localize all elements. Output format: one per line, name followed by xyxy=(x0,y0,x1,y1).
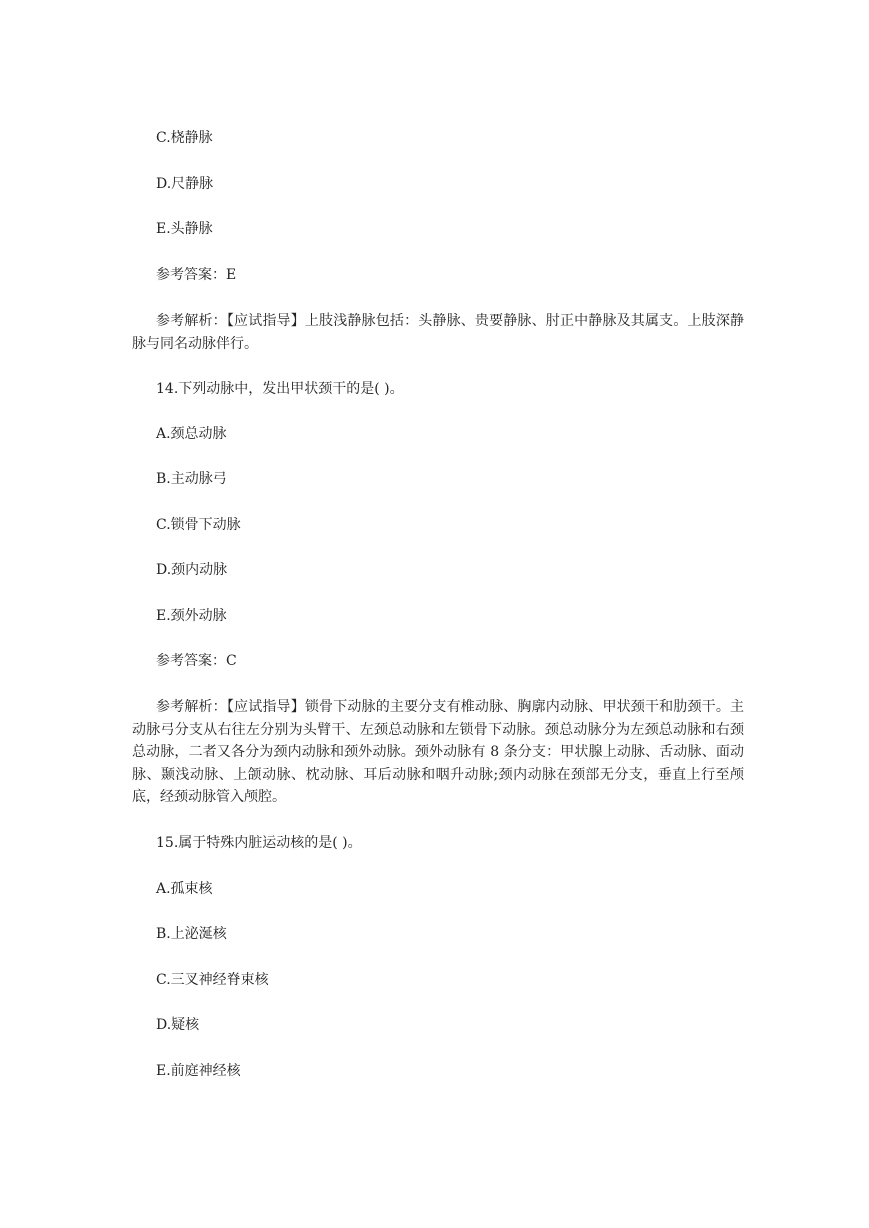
q14-answer: 参考答案：C xyxy=(156,653,237,669)
q15-option-b: B.上泌涎核 xyxy=(156,926,227,942)
q13-option-e: E.头静脉 xyxy=(156,221,213,237)
q14-option-b: B.主动脉弓 xyxy=(156,471,227,487)
q14-question: 14.下列动脉中，发出甲状颈干的是( )。 xyxy=(156,381,404,397)
q14-option-a: A.颈总动脉 xyxy=(156,426,227,442)
q15-question: 15.属于特殊内脏运动核的是( )。 xyxy=(156,835,362,851)
q14-option-e: E.颈外动脉 xyxy=(156,608,227,624)
q15-option-e: E.前庭神经核 xyxy=(156,1063,241,1079)
q15-option-d: D.疑核 xyxy=(156,1017,200,1033)
q15-option-c: C.三叉神经脊束核 xyxy=(156,972,269,988)
q13-answer: 参考答案：E xyxy=(156,267,237,283)
q13-option-c: C.桡静脉 xyxy=(156,130,213,146)
q14-option-d: D.颈内动脉 xyxy=(156,562,228,578)
q15-option-a: A.孤束核 xyxy=(156,881,213,897)
q13-analysis: 参考解析：【应试指导】上肢浅静脉包括：头静脉、贵要静脉、肘正中静脉及其属支。上肢深静脉与同名动脉伴行。 xyxy=(132,313,744,352)
q14-analysis: 参考解析：【应试指导】锁骨下动脉的主要分支有椎动脉、胸廓内动脉、甲状颈干和肋颈干。主动脉弓分支从右往左分别为头臂干、左颈总动脉和左锁骨下动脉。颈总动脉分为左颈总动脉和右颈总动脉，二者又各分为颈内动脉和颈外动脉。颈外动脉有 8 条分支：甲状腺上动脉、舌动脉、面动脉、颞浅动脉、上颌动脉、枕动脉、耳后动脉和咽升动脉;颈内动脉在颈部无分支，垂直上行至颅底，经颈动脉管入颅腔。 xyxy=(132,699,744,805)
q14-option-c: C.锁骨下动脉 xyxy=(156,517,241,533)
q13-option-d: D.尺静脉 xyxy=(156,176,214,192)
